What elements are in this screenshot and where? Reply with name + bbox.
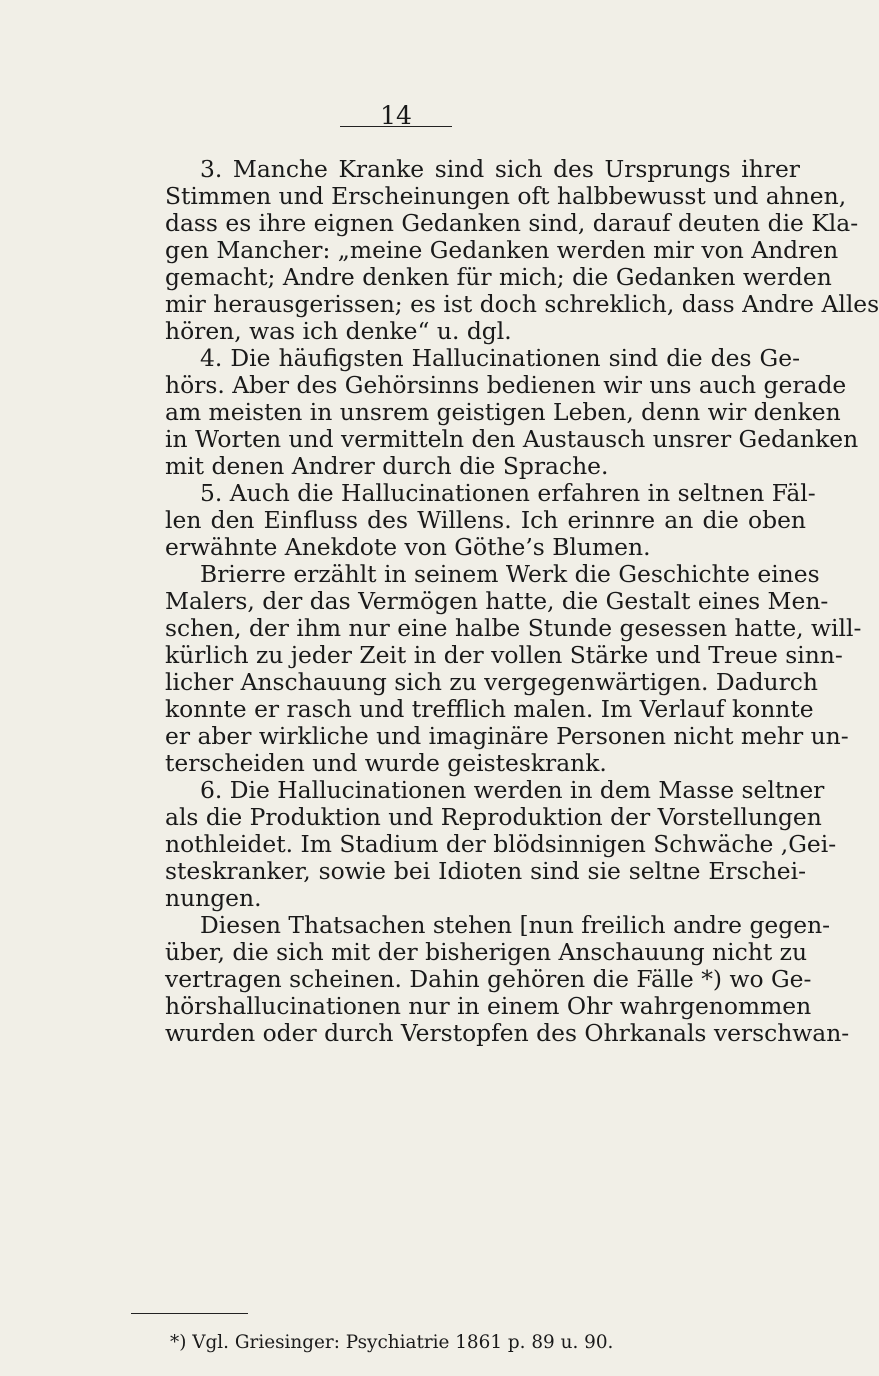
text-line: mir herausgerissen; es ist doch schreklich, dass Andre Alles bbox=[165, 290, 879, 318]
text-line: len den Einfluss des Willens. Ich erinnre an die oben bbox=[165, 506, 806, 534]
page-number-rule bbox=[340, 126, 452, 127]
text-line: erwähnte Anekdote von Göthe’s Blumen. bbox=[165, 533, 651, 561]
text-line: als die Produktion und Reproduktion der Vorstellungen bbox=[165, 803, 822, 831]
text-line: hören, was ich denke“ u. dgl. bbox=[165, 317, 512, 345]
text-line: hörs. Aber des Gehörsinns bedienen wir uns auch gerade bbox=[165, 371, 847, 399]
text-line: Diesen Thatsachen stehen [nun freilich andre gegen- bbox=[200, 911, 831, 939]
footnote: *) Vgl. Griesinger: Psychiatrie 1861 p. 89 u. 90. bbox=[170, 1332, 614, 1353]
text-line: licher Anschauung sich zu vergegenwärtigen. Dadurch bbox=[165, 668, 818, 696]
text-line: in Worten und vermitteln den Austausch unsrer Gedanken bbox=[165, 425, 859, 453]
text-line: vertragen scheinen. Dahin gehören die Fälle *) wo Ge- bbox=[165, 965, 812, 993]
text-line: konnte er rasch und trefflich malen. Im Verlauf konnte bbox=[165, 695, 814, 723]
text-line: mit denen Andrer durch die Sprache. bbox=[165, 452, 609, 480]
text-line: wurden oder durch Verstopfen des Ohrkanals verschwan- bbox=[165, 1019, 850, 1047]
text-line: dass es ihre eignen Gedanken sind, darauf deuten die Kla- bbox=[165, 209, 859, 237]
text-line: Stimmen und Erscheinungen oft halbbewusst und ahnen, bbox=[165, 182, 847, 210]
text-line: Malers, der das Vermögen hatte, die Gestalt eines Men- bbox=[165, 587, 829, 615]
text-line: am meisten in unsrem geistigen Leben, denn wir denken bbox=[165, 398, 841, 426]
text-line: nungen. bbox=[165, 884, 262, 912]
text-line: gemacht; Andre denken für mich; die Gedanken werden bbox=[165, 263, 832, 291]
text-line: 4. Die häufigsten Hallucinationen sind die des Ge- bbox=[200, 344, 800, 372]
text-line: gen Mancher: „meine Gedanken werden mir von Andren bbox=[165, 236, 839, 264]
text-line: schen, der ihm nur eine halbe Stunde gesessen hatte, will- bbox=[165, 614, 862, 642]
text-line: er aber wirkliche und imaginäre Personen nicht mehr un- bbox=[165, 722, 849, 750]
text-line: nothleidet. Im Stadium der blödsinnigen Schwäche ,Gei- bbox=[165, 830, 837, 858]
text-line: 5. Auch die Hallucinationen erfahren in seltnen Fäl- bbox=[200, 479, 816, 507]
page-number: 14 bbox=[380, 101, 412, 130]
text-line: steskranker, sowie bei Idioten sind sie seltne Erschei- bbox=[165, 857, 806, 885]
text-line: über, die sich mit der bisherigen Anschauung nicht zu bbox=[165, 938, 808, 966]
text-line: kürlich zu jeder Zeit in der vollen Stärke und Treue sinn- bbox=[165, 641, 843, 669]
footnote-rule bbox=[131, 1313, 248, 1314]
text-line: hörshallucinationen nur in einem Ohr wahrgenommen bbox=[165, 992, 812, 1020]
text-line: 3. Manche Kranke sind sich des Ursprungs ihrer bbox=[200, 155, 800, 183]
text-line: 6. Die Hallucinationen werden in dem Masse seltner bbox=[200, 776, 825, 804]
text-line: Brierre erzählt in seinem Werk die Geschichte eines bbox=[200, 560, 820, 588]
text-line: terscheiden und wurde geisteskrank. bbox=[165, 749, 607, 777]
